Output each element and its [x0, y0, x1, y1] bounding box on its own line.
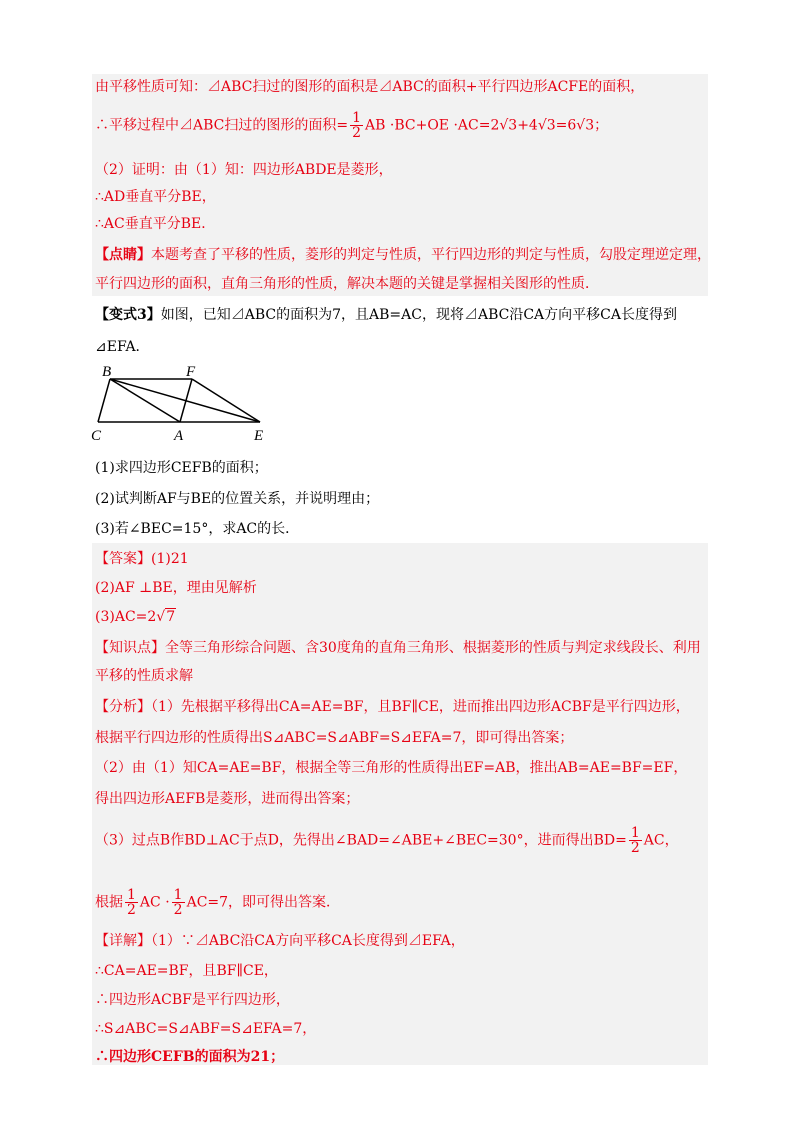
analysis-6-mid: AC ·	[139, 894, 170, 911]
segment-BE	[110, 379, 260, 422]
label-E: E	[254, 428, 264, 444]
detail-line-2: ∴CA=AE=BF，且BF∥CE，	[95, 963, 278, 979]
label-C: C	[91, 428, 102, 444]
analysis-6-post: AC=7，即可得出答案．	[186, 894, 341, 911]
analysis-5-pre: （3）过点B作BD⊥AC于点D，先得出∠BAD=∠ABE+∠BEC=30°，进而得出BD=	[95, 832, 627, 849]
segment-BA	[110, 379, 180, 422]
analysis-line-6	[95, 888, 712, 917]
detail-line-3: ∴四边形ACBF是平行四边形，	[95, 992, 290, 1008]
segment-CB	[98, 379, 110, 422]
knowledge-line-1: 【知识点】全等三角形综合问题、含30度角的直角三角形、根据菱形的性质与判定求线段长、利用	[95, 640, 701, 656]
question-2: (2)试判断AF与BE的位置关系，并说明理由；	[95, 491, 380, 507]
problem-tag: 【变式3】	[95, 307, 161, 323]
solution-line-2-post: AB ·BC+OE ·AC=2√3+4√3=6√3；	[365, 117, 609, 134]
analysis-line-3: （2）由（1）知CA=AE=BF，根据全等三角形的性质得出EF=AB，推出AB=AE=BF=EF，	[95, 760, 688, 776]
solution-line-1: 由平移性质可知：⊿ABC扫过的图形的面积是⊿ABC的面积+平行四边形ACFE的面积，	[95, 79, 645, 95]
label-A: A	[174, 428, 184, 444]
fraction-half-2: $\frac{1}{2}$	[630, 825, 640, 856]
detail-line-5: ∴四边形CEFB的面积为21；	[95, 1049, 285, 1065]
answer-1: 【答案】(1)21	[95, 551, 189, 567]
fraction-half-4: $\frac{1}{2}$	[173, 887, 183, 918]
question-3: (3)若∠BEC=15°，求AC的长．	[95, 521, 300, 537]
solution-line-3: （2）证明：由（1）知：四边形ABDE是菱形，	[95, 162, 393, 178]
solution-line-2-pre: ∴平移过程中⊿ABC扫过的图形的面积=	[95, 117, 349, 134]
analysis-line-1: 【分析】（1）先根据平移得出CA=AE=BF，且BF∥CE，进而推出四边形ACBF是平行四边形，	[95, 699, 690, 715]
detail-line-1: 【详解】（1）∵⊿ABC沿CA方向平移CA长度得到⊿EFA，	[95, 933, 465, 949]
analysis-line-2: 根据平行四边形的性质得出S⊿ABC=S⊿ABF=S⊿EFA=7，即可得出答案；	[95, 730, 574, 746]
analysis-5-post: AC，	[643, 832, 679, 849]
segment-FE	[192, 379, 260, 422]
knowledge-line-2: 平移的性质求解	[95, 668, 193, 684]
problem-text-1: 如图，已知⊿ABC的面积为7，且AB=AC，现将⊿ABC沿CA方向平移CA长度得到	[160, 307, 677, 323]
analysis-6-pre: 根据	[95, 894, 123, 911]
problem-line-2: ⊿EFA．	[95, 339, 150, 355]
fraction-half-3: $\frac{1}{2}$	[127, 887, 136, 918]
label-B: B	[102, 364, 112, 380]
answer-2: (2)AF ⊥BE，理由见解析	[95, 580, 257, 596]
answer-3-pre: (3)AC=2	[95, 609, 157, 625]
label-F: F	[186, 364, 196, 380]
dianjing-text: 本题考查了平移的性质，菱形的判定与性质，平行四边形的判定与性质，勾股定理逆定理，	[151, 247, 711, 263]
solution-line-2	[95, 111, 712, 140]
dianjing-tag: 【点睛】	[95, 247, 151, 263]
sqrt-sign: √	[156, 609, 166, 625]
fraction-half: $\frac{1}{2}$	[352, 110, 362, 141]
detail-line-4: ∴S⊿ABC=S⊿ABF=S⊿EFA=7，	[95, 1021, 317, 1037]
segment-FA	[180, 379, 192, 422]
solution-line-4: ∴AD垂直平分BE，	[95, 189, 216, 205]
analysis-line-4: 得出四边形AEFB是菱形，进而得出答案；	[95, 791, 360, 807]
question-1: (1)求四边形CEFB的面积；	[95, 460, 268, 476]
solution-line-5: ∴AC垂直平分BE．	[95, 216, 216, 232]
dianjing-line-1	[95, 245, 712, 265]
answer-3	[95, 607, 712, 627]
geometry-figure	[88, 362, 278, 447]
analysis-line-5	[95, 826, 712, 855]
problem-line-1	[95, 305, 712, 325]
answer-3-root: 7	[166, 609, 176, 625]
dianjing-line-2: 平行四边形的面积，直角三角形的性质，解决本题的关键是掌握相关图形的性质．	[95, 276, 599, 292]
